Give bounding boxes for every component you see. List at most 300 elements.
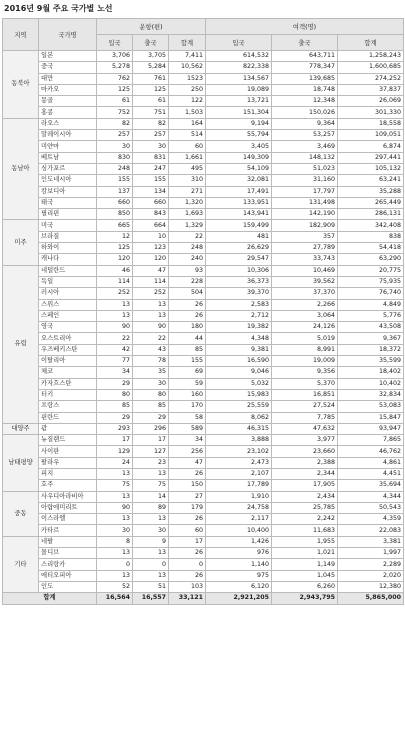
passengers-total-cell: 32,834 xyxy=(338,389,404,400)
flights-arrival-cell: 13 xyxy=(97,570,133,581)
region-cell: 대양주 xyxy=(3,423,39,434)
flights-total-cell: 150 xyxy=(169,480,206,491)
passengers-departure-cell: 3,977 xyxy=(272,435,338,446)
table-row xyxy=(3,480,404,491)
passengers-arrival-cell: 149,309 xyxy=(206,152,272,163)
country-cell: 미얀마 xyxy=(39,141,97,152)
header-flights: 운항(편) xyxy=(97,19,206,35)
table-row xyxy=(3,299,404,310)
flights-arrival-cell: 13 xyxy=(97,299,133,310)
flights-departure-cell: 0 xyxy=(133,559,169,570)
table-row xyxy=(3,367,404,378)
flights-total-cell: 44 xyxy=(169,333,206,344)
flights-departure-cell: 155 xyxy=(133,175,169,186)
country-cell: 프랑스 xyxy=(39,401,97,412)
flights-arrival-cell: 120 xyxy=(97,254,133,265)
passengers-total-cell: 342,408 xyxy=(338,220,404,231)
flights-total-cell: 26 xyxy=(169,299,206,310)
flights-total-cell: 271 xyxy=(169,186,206,197)
passengers-departure-cell: 27,524 xyxy=(272,401,338,412)
passengers-arrival-cell: 3,888 xyxy=(206,435,272,446)
flights-total-cell: 310 xyxy=(169,175,206,186)
country-cell: 우즈베키스탄 xyxy=(39,344,97,355)
passengers-total-cell: 2,020 xyxy=(338,570,404,581)
flights-arrival-cell: 0 xyxy=(97,559,133,570)
flights-departure-cell: 29 xyxy=(133,412,169,423)
table-row xyxy=(3,401,404,412)
flights-total-cell: 26 xyxy=(169,548,206,559)
flights-departure-cell: 296 xyxy=(133,423,169,434)
flights-departure-cell: 13 xyxy=(133,468,169,479)
passengers-total-cell: 4,849 xyxy=(338,299,404,310)
route-table xyxy=(2,18,404,605)
passengers-departure-cell: 2,242 xyxy=(272,514,338,525)
flights-total-cell: 589 xyxy=(169,423,206,434)
flights-departure-cell: 252 xyxy=(133,288,169,299)
total-row xyxy=(3,593,404,604)
country-cell: 캄보디아 xyxy=(39,186,97,197)
flights-total-cell: 250 xyxy=(169,84,206,95)
flights-arrival-cell: 248 xyxy=(97,163,133,174)
flights-departure-cell: 751 xyxy=(133,107,169,118)
header-flights-departure: 출국 xyxy=(133,35,169,51)
flights-arrival-cell: 90 xyxy=(97,322,133,333)
passengers-departure-cell: 53,257 xyxy=(272,130,338,141)
flights-arrival-cell: 24 xyxy=(97,457,133,468)
passengers-arrival-cell: 39,370 xyxy=(206,288,272,299)
passengers-departure-cell: 33,743 xyxy=(272,254,338,265)
passengers-arrival-cell: 16,590 xyxy=(206,356,272,367)
flights-departure-cell: 660 xyxy=(133,197,169,208)
flights-departure-cell: 13 xyxy=(133,310,169,321)
flights-departure-cell: 127 xyxy=(133,446,169,457)
flights-total-cell: 7,411 xyxy=(169,51,206,62)
flights-arrival-cell: 77 xyxy=(97,356,133,367)
flights-departure-cell: 22 xyxy=(133,333,169,344)
passengers-departure-cell: 2,434 xyxy=(272,491,338,502)
passengers-departure-cell: 643,711 xyxy=(272,51,338,62)
passengers-arrival-cell: 9,046 xyxy=(206,367,272,378)
country-cell: 네덜란드 xyxy=(39,265,97,276)
flights-departure-cell: 35 xyxy=(133,367,169,378)
passengers-arrival-cell: 19,382 xyxy=(206,322,272,333)
country-cell: 뉴질랜드 xyxy=(39,435,97,446)
flights-departure-cell: 13 xyxy=(133,299,169,310)
flights-arrival-cell: 29 xyxy=(97,378,133,389)
table-row xyxy=(3,197,404,208)
flights-departure-cell: 843 xyxy=(133,209,169,220)
country-cell: 오스트리아 xyxy=(39,333,97,344)
country-cell: 베트남 xyxy=(39,152,97,163)
passengers-arrival-cell: 55,794 xyxy=(206,130,272,141)
passengers-arrival-cell: 133,951 xyxy=(206,197,272,208)
flights-departure-cell: 9 xyxy=(133,536,169,547)
passengers-departure-cell: 17,905 xyxy=(272,480,338,491)
flights-arrival-cell: 13 xyxy=(97,491,133,502)
flights-arrival-cell: 8 xyxy=(97,536,133,547)
country-cell: 라오스 xyxy=(39,118,97,129)
table-row xyxy=(3,559,404,570)
region-cell: 기타 xyxy=(3,536,39,592)
flights-departure-cell: 13 xyxy=(133,514,169,525)
flights-total-cell: 69 xyxy=(169,367,206,378)
table-row xyxy=(3,152,404,163)
flights-departure-cell: 3,705 xyxy=(133,51,169,62)
passengers-total-cell: 265,449 xyxy=(338,197,404,208)
passengers-departure-cell: 182,909 xyxy=(272,220,338,231)
country-cell: 체코 xyxy=(39,367,97,378)
table-row xyxy=(3,130,404,141)
flights-arrival-cell: 13 xyxy=(97,468,133,479)
table-row xyxy=(3,423,404,434)
flights-total-cell: 26 xyxy=(169,468,206,479)
passengers-total-cell: 35,694 xyxy=(338,480,404,491)
flights-arrival-cell: 12 xyxy=(97,231,133,242)
flights-departure-cell: 90 xyxy=(133,322,169,333)
passengers-total-cell: 26,069 xyxy=(338,96,404,107)
passengers-total-cell: 4,359 xyxy=(338,514,404,525)
flights-arrival-cell: 665 xyxy=(97,220,133,231)
passengers-total-cell: 35,599 xyxy=(338,356,404,367)
passengers-departure-cell: 39,562 xyxy=(272,276,338,287)
passengers-arrival-cell: 143,941 xyxy=(206,209,272,220)
passengers-total-cell: 4,451 xyxy=(338,468,404,479)
country-cell: 독일 xyxy=(39,276,97,287)
flights-total-cell: 26 xyxy=(169,310,206,321)
table-row xyxy=(3,107,404,118)
table-row xyxy=(3,356,404,367)
country-cell: 스페인 xyxy=(39,310,97,321)
country-cell: 피지 xyxy=(39,468,97,479)
flights-arrival-cell: 129 xyxy=(97,446,133,457)
flights-arrival-cell: 660 xyxy=(97,197,133,208)
flights-departure-cell: 89 xyxy=(133,502,169,513)
passengers-arrival-cell: 4,348 xyxy=(206,333,272,344)
passengers-arrival-cell: 151,304 xyxy=(206,107,272,118)
passengers-arrival-cell: 2,117 xyxy=(206,514,272,525)
region-cell: 중동 xyxy=(3,491,39,536)
passengers-total-cell: 286,131 xyxy=(338,209,404,220)
passengers-arrival-cell: 46,315 xyxy=(206,423,272,434)
table-row xyxy=(3,288,404,299)
table-row xyxy=(3,457,404,468)
table-row xyxy=(3,446,404,457)
table-row xyxy=(3,581,404,592)
passengers-arrival-cell: 481 xyxy=(206,231,272,242)
flights-total-cell: 1,693 xyxy=(169,209,206,220)
flights-arrival-cell: 13 xyxy=(97,548,133,559)
flights-arrival-cell: 762 xyxy=(97,73,133,84)
flights-total-cell: 228 xyxy=(169,276,206,287)
passengers-departure-cell: 23,660 xyxy=(272,446,338,457)
table-row xyxy=(3,186,404,197)
flights-total-cell: 164 xyxy=(169,118,206,129)
passengers-arrival-cell: 1,140 xyxy=(206,559,272,570)
table-row xyxy=(3,118,404,129)
passengers-total-cell: 7,865 xyxy=(338,435,404,446)
country-cell: 카자흐스탄 xyxy=(39,378,97,389)
flights-departure-cell: 114 xyxy=(133,276,169,287)
passengers-total-cell: 54,418 xyxy=(338,243,404,254)
header-passengers-total: 합계 xyxy=(338,35,404,51)
passengers-departure-cell: 2,388 xyxy=(272,457,338,468)
passengers-departure-cell: 139,685 xyxy=(272,73,338,84)
flights-arrival-cell: 13 xyxy=(97,514,133,525)
passengers-arrival-cell: 13,721 xyxy=(206,96,272,107)
passengers-total-cell: 20,775 xyxy=(338,265,404,276)
passengers-departure-cell: 10,469 xyxy=(272,265,338,276)
country-cell: 대만 xyxy=(39,73,97,84)
flights-departure-cell: 78 xyxy=(133,356,169,367)
flights-arrival-cell: 46 xyxy=(97,265,133,276)
table-row xyxy=(3,468,404,479)
country-cell: 러시아 xyxy=(39,288,97,299)
passengers-arrival-cell: 1,910 xyxy=(206,491,272,502)
flights-departure-cell: 257 xyxy=(133,130,169,141)
passengers-departure-cell: 9,364 xyxy=(272,118,338,129)
flights-arrival-cell: 137 xyxy=(97,186,133,197)
passengers-total-cell: 1,258,243 xyxy=(338,51,404,62)
passengers-total-cell: 2,289 xyxy=(338,559,404,570)
passengers-total-cell: 18,558 xyxy=(338,118,404,129)
passengers-departure-cell: 19,009 xyxy=(272,356,338,367)
flights-arrival-cell: 125 xyxy=(97,243,133,254)
table-row xyxy=(3,536,404,547)
table-row xyxy=(3,163,404,174)
passengers-arrival-cell: 1,426 xyxy=(206,536,272,547)
page-title: 2016년 9월 주요 국가별 노선 xyxy=(4,4,113,13)
table-row xyxy=(3,548,404,559)
table-row xyxy=(3,84,404,95)
flights-total-cell: 1,503 xyxy=(169,107,206,118)
flights-total-cell: 0 xyxy=(169,559,206,570)
country-cell: 카타르 xyxy=(39,525,97,536)
passengers-departure-cell: 1,021 xyxy=(272,548,338,559)
flights-departure-cell: 761 xyxy=(133,73,169,84)
flights-arrival-cell: 257 xyxy=(97,130,133,141)
passengers-departure-cell: 8,991 xyxy=(272,344,338,355)
flights-arrival-cell: 30 xyxy=(97,141,133,152)
passengers-departure-cell: 6,260 xyxy=(272,581,338,592)
table-row xyxy=(3,231,404,242)
passengers-departure-cell: 18,748 xyxy=(272,84,338,95)
flights-arrival-cell: 125 xyxy=(97,84,133,95)
flights-departure-cell: 120 xyxy=(133,254,169,265)
passengers-total-cell: 6,874 xyxy=(338,141,404,152)
passengers-departure-cell: 142,190 xyxy=(272,209,338,220)
total-passengers-departure: 2,943,795 xyxy=(272,593,338,604)
table-row xyxy=(3,73,404,84)
flights-arrival-cell: 34 xyxy=(97,367,133,378)
flights-total-cell: 1,661 xyxy=(169,152,206,163)
country-cell: 이탈리아 xyxy=(39,356,97,367)
country-cell: 태국 xyxy=(39,197,97,208)
passengers-departure-cell: 16,851 xyxy=(272,389,338,400)
country-cell: 영국 xyxy=(39,322,97,333)
flights-departure-cell: 30 xyxy=(133,378,169,389)
flights-departure-cell: 75 xyxy=(133,480,169,491)
country-cell: 스위스 xyxy=(39,299,97,310)
flights-arrival-cell: 75 xyxy=(97,480,133,491)
flights-departure-cell: 5,284 xyxy=(133,62,169,73)
passengers-arrival-cell: 15,983 xyxy=(206,389,272,400)
passengers-departure-cell: 357 xyxy=(272,231,338,242)
table-row xyxy=(3,254,404,265)
table-row xyxy=(3,96,404,107)
flights-total-cell: 122 xyxy=(169,96,206,107)
flights-departure-cell: 51 xyxy=(133,581,169,592)
flights-departure-cell: 10 xyxy=(133,231,169,242)
table-row xyxy=(3,175,404,186)
passengers-departure-cell: 2,344 xyxy=(272,468,338,479)
flights-arrival-cell: 30 xyxy=(97,525,133,536)
flights-departure-cell: 30 xyxy=(133,525,169,536)
passengers-total-cell: 63,290 xyxy=(338,254,404,265)
country-cell: 괌 xyxy=(39,423,97,434)
passengers-departure-cell: 5,370 xyxy=(272,378,338,389)
passengers-arrival-cell: 614,532 xyxy=(206,51,272,62)
country-cell: 핀란드 xyxy=(39,412,97,423)
flights-total-cell: 256 xyxy=(169,446,206,457)
flights-total-cell: 160 xyxy=(169,389,206,400)
passengers-total-cell: 297,441 xyxy=(338,152,404,163)
flights-total-cell: 60 xyxy=(169,141,206,152)
passengers-arrival-cell: 23,102 xyxy=(206,446,272,457)
flights-total-cell: 34 xyxy=(169,435,206,446)
country-cell: 브라질 xyxy=(39,231,97,242)
flights-arrival-cell: 5,278 xyxy=(97,62,133,73)
flights-departure-cell: 123 xyxy=(133,243,169,254)
total-flights-total: 33,121 xyxy=(169,593,206,604)
passengers-departure-cell: 3,469 xyxy=(272,141,338,152)
flights-arrival-cell: 80 xyxy=(97,389,133,400)
passengers-arrival-cell: 9,194 xyxy=(206,118,272,129)
flights-departure-cell: 134 xyxy=(133,186,169,197)
flights-arrival-cell: 752 xyxy=(97,107,133,118)
flights-arrival-cell: 29 xyxy=(97,412,133,423)
table-row xyxy=(3,525,404,536)
country-cell: 중국 xyxy=(39,62,97,73)
flights-departure-cell: 61 xyxy=(133,96,169,107)
total-flights-departure: 16,557 xyxy=(133,593,169,604)
passengers-arrival-cell: 10,306 xyxy=(206,265,272,276)
country-cell: 터키 xyxy=(39,389,97,400)
passengers-total-cell: 12,380 xyxy=(338,581,404,592)
country-cell: 싱가포르 xyxy=(39,163,97,174)
passengers-arrival-cell: 6,120 xyxy=(206,581,272,592)
passengers-total-cell: 93,947 xyxy=(338,423,404,434)
flights-arrival-cell: 90 xyxy=(97,502,133,513)
passengers-total-cell: 1,600,685 xyxy=(338,62,404,73)
table-row xyxy=(3,412,404,423)
passengers-arrival-cell: 17,789 xyxy=(206,480,272,491)
passengers-departure-cell: 5,019 xyxy=(272,333,338,344)
country-cell: 몽골 xyxy=(39,96,97,107)
passengers-total-cell: 75,935 xyxy=(338,276,404,287)
flights-arrival-cell: 3,706 xyxy=(97,51,133,62)
flights-total-cell: 59 xyxy=(169,378,206,389)
passengers-arrival-cell: 159,499 xyxy=(206,220,272,231)
passengers-departure-cell: 1,149 xyxy=(272,559,338,570)
flights-total-cell: 27 xyxy=(169,491,206,502)
flights-total-cell: 514 xyxy=(169,130,206,141)
passengers-total-cell: 18,402 xyxy=(338,367,404,378)
country-cell: 말레이시아 xyxy=(39,130,97,141)
table-row xyxy=(3,141,404,152)
flights-arrival-cell: 61 xyxy=(97,96,133,107)
passengers-departure-cell: 131,498 xyxy=(272,197,338,208)
passengers-total-cell: 18,372 xyxy=(338,344,404,355)
total-flights-arrival: 16,564 xyxy=(97,593,133,604)
flights-total-cell: 504 xyxy=(169,288,206,299)
flights-total-cell: 58 xyxy=(169,412,206,423)
passengers-total-cell: 37,837 xyxy=(338,84,404,95)
region-cell: 동남아 xyxy=(3,118,39,220)
passengers-total-cell: 10,402 xyxy=(338,378,404,389)
passengers-arrival-cell: 17,491 xyxy=(206,186,272,197)
flights-total-cell: 17 xyxy=(169,536,206,547)
passengers-departure-cell: 47,632 xyxy=(272,423,338,434)
passengers-departure-cell: 148,132 xyxy=(272,152,338,163)
header-passengers-departure: 출국 xyxy=(272,35,338,51)
total-passengers-total: 5,865,000 xyxy=(338,593,404,604)
flights-arrival-cell: 830 xyxy=(97,152,133,163)
passengers-departure-cell: 2,266 xyxy=(272,299,338,310)
flights-departure-cell: 831 xyxy=(133,152,169,163)
flights-total-cell: 103 xyxy=(169,581,206,592)
passengers-arrival-cell: 2,107 xyxy=(206,468,272,479)
country-cell: 인도네시아 xyxy=(39,175,97,186)
region-cell: 유럽 xyxy=(3,265,39,423)
passengers-arrival-cell: 36,373 xyxy=(206,276,272,287)
passengers-departure-cell: 51,023 xyxy=(272,163,338,174)
flights-departure-cell: 85 xyxy=(133,401,169,412)
flights-total-cell: 22 xyxy=(169,231,206,242)
flights-departure-cell: 13 xyxy=(133,570,169,581)
passengers-departure-cell: 150,026 xyxy=(272,107,338,118)
passengers-total-cell: 5,776 xyxy=(338,310,404,321)
passengers-total-cell: 109,051 xyxy=(338,130,404,141)
header-passengers: 여객(명) xyxy=(206,19,404,35)
flights-departure-cell: 125 xyxy=(133,84,169,95)
flights-total-cell: 1523 xyxy=(169,73,206,84)
passengers-departure-cell: 27,789 xyxy=(272,243,338,254)
table-row xyxy=(3,51,404,62)
passengers-departure-cell: 7,785 xyxy=(272,412,338,423)
flights-total-cell: 1,329 xyxy=(169,220,206,231)
passengers-total-cell: 301,330 xyxy=(338,107,404,118)
passengers-arrival-cell: 134,567 xyxy=(206,73,272,84)
country-cell: 사우디아라비아 xyxy=(39,491,97,502)
flights-arrival-cell: 82 xyxy=(97,118,133,129)
flights-departure-cell: 80 xyxy=(133,389,169,400)
flights-total-cell: 26 xyxy=(169,570,206,581)
passengers-departure-cell: 1,955 xyxy=(272,536,338,547)
flights-departure-cell: 13 xyxy=(133,548,169,559)
passengers-departure-cell: 11,683 xyxy=(272,525,338,536)
flights-total-cell: 248 xyxy=(169,243,206,254)
table-row xyxy=(3,378,404,389)
flights-departure-cell: 664 xyxy=(133,220,169,231)
region-cell: 동북아 xyxy=(3,51,39,119)
region-cell: 남태평양 xyxy=(3,435,39,491)
country-cell: 아랍에미리트 xyxy=(39,502,97,513)
passengers-arrival-cell: 24,758 xyxy=(206,502,272,513)
table-row xyxy=(3,502,404,513)
passengers-arrival-cell: 976 xyxy=(206,548,272,559)
passengers-departure-cell: 37,370 xyxy=(272,288,338,299)
passengers-arrival-cell: 822,338 xyxy=(206,62,272,73)
